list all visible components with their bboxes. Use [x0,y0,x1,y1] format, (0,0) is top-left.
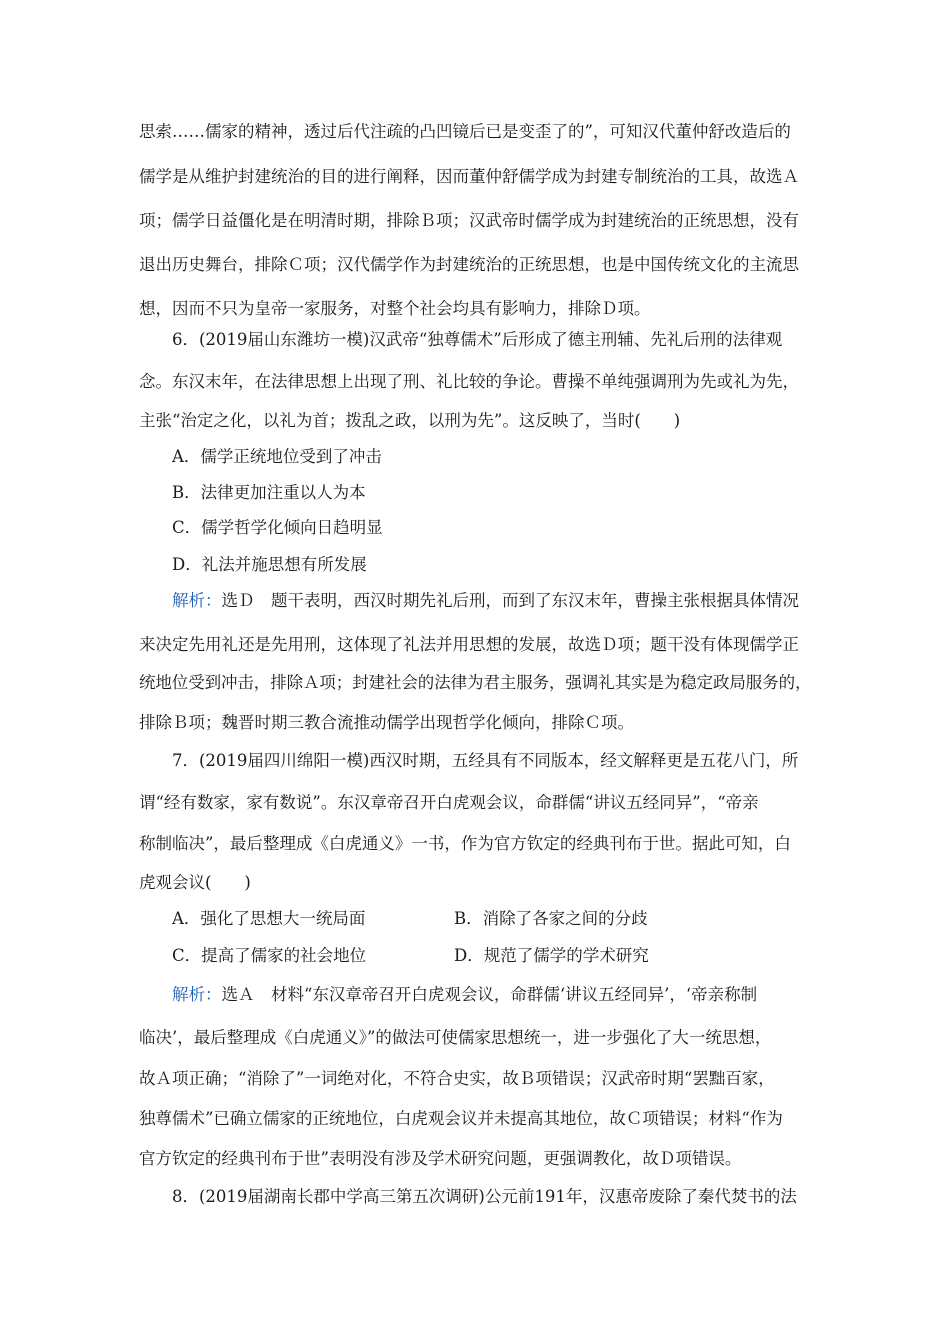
line-text: 8．(2019届湖南长郡中学高三第五次调研)公元前191年，汉惠帝废除了秦代焚书的法 [172,1187,797,1206]
line-text: 儒学是从维护封建统治的目的进行阐释，因而董仲舒儒学成为封建专制统治的工具，故选Ａ [139,167,799,186]
line-text: C．儒学哲学化倾向日趋明显 [172,518,383,537]
text-line [172,553,812,577]
line-text: 官方钦定的经典刊布于世”表明没有涉及学术研究问题，更强调教化，故Ｄ项错误。 [139,1149,742,1168]
analysis-line [172,589,812,613]
analysis-label: 解析： [172,591,222,610]
line-text: 选Ｄ 题干表明，西汉时期先礼后刑，而到了东汉末年，曹操主张根据具体情况 [221,591,799,610]
text-line [139,370,812,394]
line-text: 称制临决”，最后整理成《白虎通义》一书，作为官方钦定的经典刊布于世。据此可知，白 [139,834,791,853]
line-text: 故Ａ项正确；“消除了”一词绝对化，不符合史实，故Ｂ项错误；汉武帝时期“罢黜百家， [139,1069,775,1088]
text-line [139,209,812,233]
text-line [139,1107,812,1131]
text-line [139,409,812,433]
line-text: A．儒学正统地位受到了冲击 [172,447,382,466]
line-text: 主张“治定之化，以礼为首；拨乱之政，以刑为先”。这反映了，当时( ) [139,411,681,430]
text-line [139,711,812,735]
text-line [139,1026,812,1050]
text-line [172,328,812,352]
line-text: 统地位受到冲击，排除Ａ项；封建社会的法律为君主服务，强调礼其实是为稳定政局服务的， [139,673,812,692]
line-text: 临决’，最后整理成《白虎通义》”的做法可使儒家思想统一，进一步强化了大一统思想， [139,1028,772,1047]
text-line [139,253,812,277]
line-text: 想，因而不只为皇帝一家服务，对整个社会均具有影响力，排除Ｄ项。 [139,299,651,318]
text-line [172,481,812,505]
line-text: 虎观会议( ) [139,873,251,892]
line-text: 排除Ｂ项；魏晋时期三教合流推动儒学出现哲学化倾向，排除Ｃ项。 [139,713,634,732]
line-text: 来决定先用礼还是先用刑，这体现了礼法并用思想的发展，故选Ｄ项；题干没有体现儒学正 [139,635,799,654]
line-text: 念。东汉末年，在法律思想上出现了刑、礼比较的争论。曹操不单纯强调刑为先或礼为先， [139,372,799,391]
text-line [172,516,812,540]
option-a: A．强化了思想大一统局面 [172,909,366,928]
line-text: 退出历史舞台，排除Ｃ项；汉代儒学作为封建统治的正统思想，也是中国传统文化的主流思 [139,255,799,274]
line-text: 6．(2019届山东潍坊一模)汉武帝“独尊儒术”后形成了德主刑辅、先礼后刑的法律观 [172,330,783,349]
analysis-line [172,983,812,1007]
option-d: D．规范了儒学的学术研究 [454,946,649,965]
line-text: B．法律更加注重以人为本 [172,483,366,502]
line-text: 思索……儒家的精神，透过后代注疏的凸凹镜后已是变歪了的”，可知汉代董仲舒改造后的 [139,122,791,141]
text-line [139,120,812,144]
line-text: D．礼法并施思想有所发展 [172,555,367,574]
text-line [139,633,812,657]
text-line [172,749,812,773]
line-text: 项；儒学日益僵化是在明清时期，排除Ｂ项；汉武帝时儒学成为封建统治的正统思想，没有 [139,211,799,230]
text-line [139,1147,812,1171]
line-text: 7．(2019届四川绵阳一模)西汉时期，五经具有不同版本，经文解释更是五花八门，所 [172,751,799,770]
line-text: 谓“经有数家，家有数说”。东汉章帝召开白虎观会议，命群儒“讲议五经同异”，“帝亲 [139,793,759,812]
text-line [139,1067,812,1091]
text-line [139,297,812,321]
text-line [172,445,812,469]
analysis-label: 解析： [172,985,222,1004]
text-line [172,1185,812,1209]
line-text: 选Ａ 材料“东汉章帝召开白虎观会议，命群儒‘讲议五经同异’，‘帝亲称制 [221,985,758,1004]
text-line [139,165,812,189]
option-b: B．消除了各家之间的分歧 [454,909,648,928]
text-line [139,871,812,895]
option-c: C．提高了儒家的社会地位 [172,946,367,965]
text-line [139,832,812,856]
text-line [139,791,812,815]
line-text: 独尊儒术”已确立儒家的正统地位，白虎观会议并未提高其地位，故Ｃ项错误；材料“作为 [139,1109,783,1128]
text-line [139,671,812,695]
